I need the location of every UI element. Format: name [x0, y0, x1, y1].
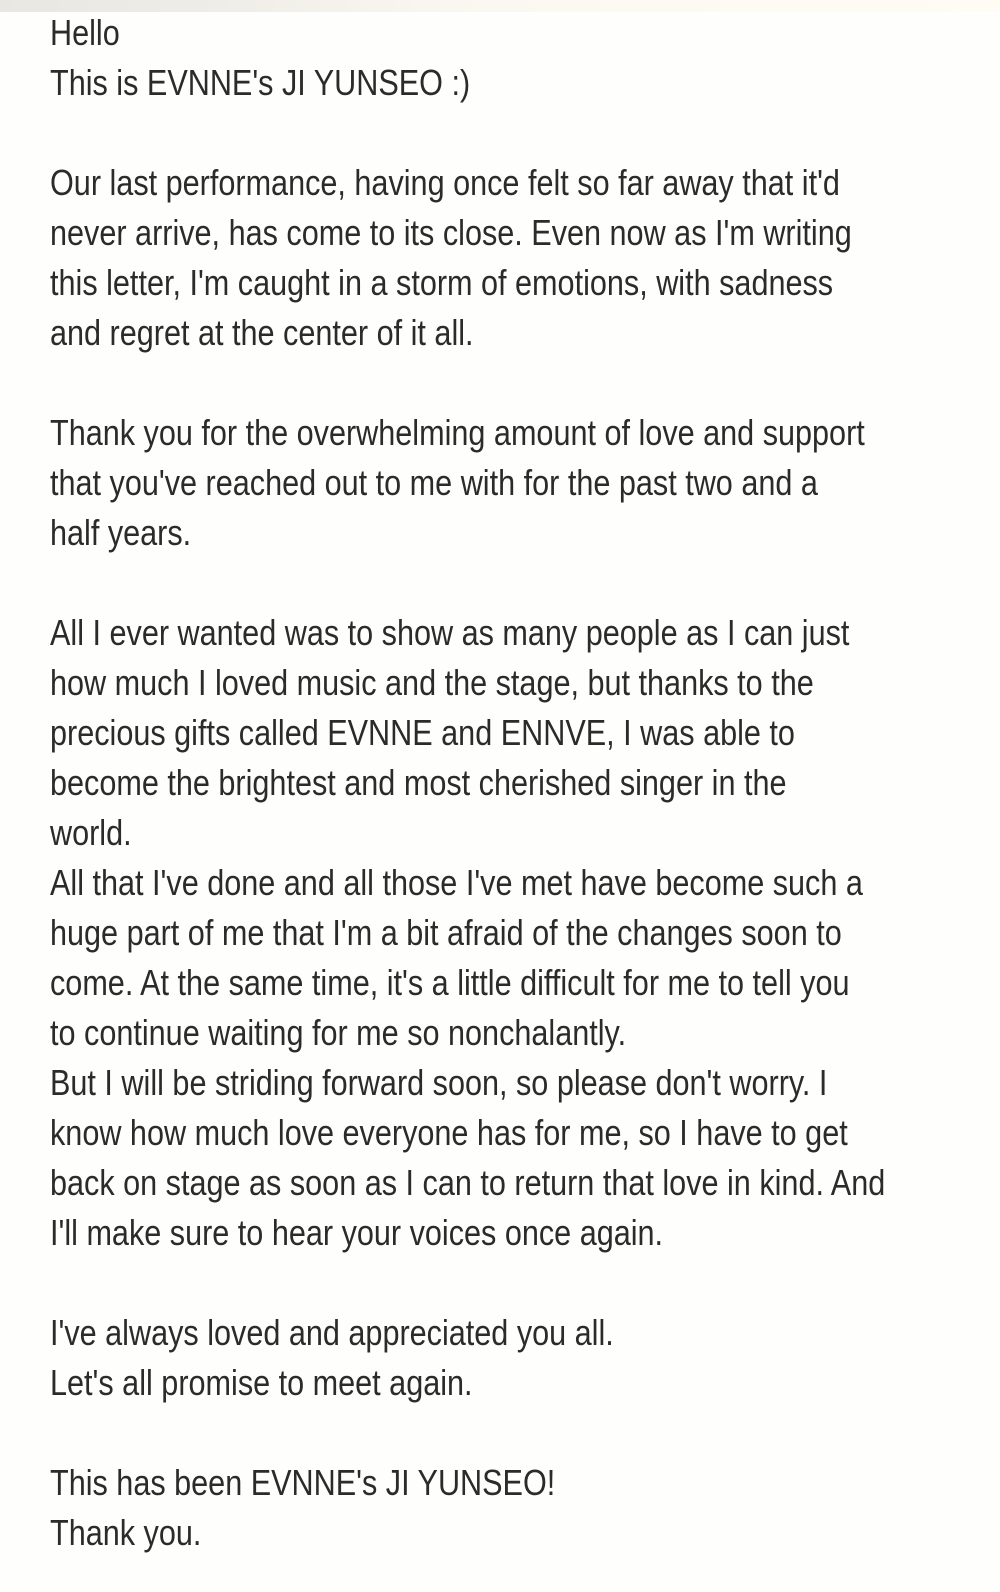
letter-line: never arrive, has come to its close. Even now as I'm writing [50, 212, 852, 253]
letter-body [50, 8, 1000, 1558]
letter-line [50, 1408, 1000, 1458]
letter-line: precious gifts called EVNNE and ENNVE, I was able to [50, 712, 795, 753]
letter-line: to continue waiting for me so nonchalantly. [50, 1012, 627, 1053]
letter-line: Let's all promise to meet again. [50, 1362, 473, 1403]
letter-line: All I ever wanted was to show as many people as I can just [50, 612, 850, 653]
letter-line: world. [50, 812, 132, 853]
letter-line [50, 558, 1000, 608]
greeting-line: Hello [50, 12, 120, 53]
letter-line: that you've reached out to me with for the past two and a [50, 462, 818, 503]
letter-line [50, 1258, 1000, 1308]
letter-line: All that I've done and all those I've met have become such a [50, 862, 863, 903]
letter-line: I'll make sure to hear your voices once again. [50, 1212, 664, 1253]
intro-line: This is EVNNE's JI YUNSEO :) [50, 62, 471, 103]
letter-line: Thank you for the overwhelming amount of love and support [50, 412, 865, 453]
letter-line: I've always loved and appreciated you all. [50, 1312, 614, 1353]
letter-line [50, 108, 1000, 158]
letter-line: half years. [50, 512, 192, 553]
letter-line: huge part of me that I'm a bit afraid of the changes soon to [50, 912, 842, 953]
letter-line: this letter, I'm caught in a storm of emotions, with sadness [50, 262, 834, 303]
letter-line: and regret at the center of it all. [50, 312, 474, 353]
letter-line [50, 358, 1000, 408]
letter-line: Our last performance, having once felt so far away that it'd [50, 162, 840, 203]
thanks-line: Thank you. [50, 1512, 202, 1553]
letter-line: come. At the same time, it's a little difficult for me to tell you [50, 962, 850, 1003]
letter-line: become the brightest and most cherished singer in the [50, 762, 787, 803]
letter-line: But I will be striding forward soon, so please don't worry. I [50, 1062, 828, 1103]
letter-line: back on stage as soon as I can to return that love in kind. And [50, 1162, 886, 1203]
letter-line: how much I loved music and the stage, but thanks to the [50, 662, 814, 703]
signoff-line: This has been EVNNE's JI YUNSEO! [50, 1462, 556, 1503]
letter-line: know how much love everyone has for me, so I have to get [50, 1112, 848, 1153]
